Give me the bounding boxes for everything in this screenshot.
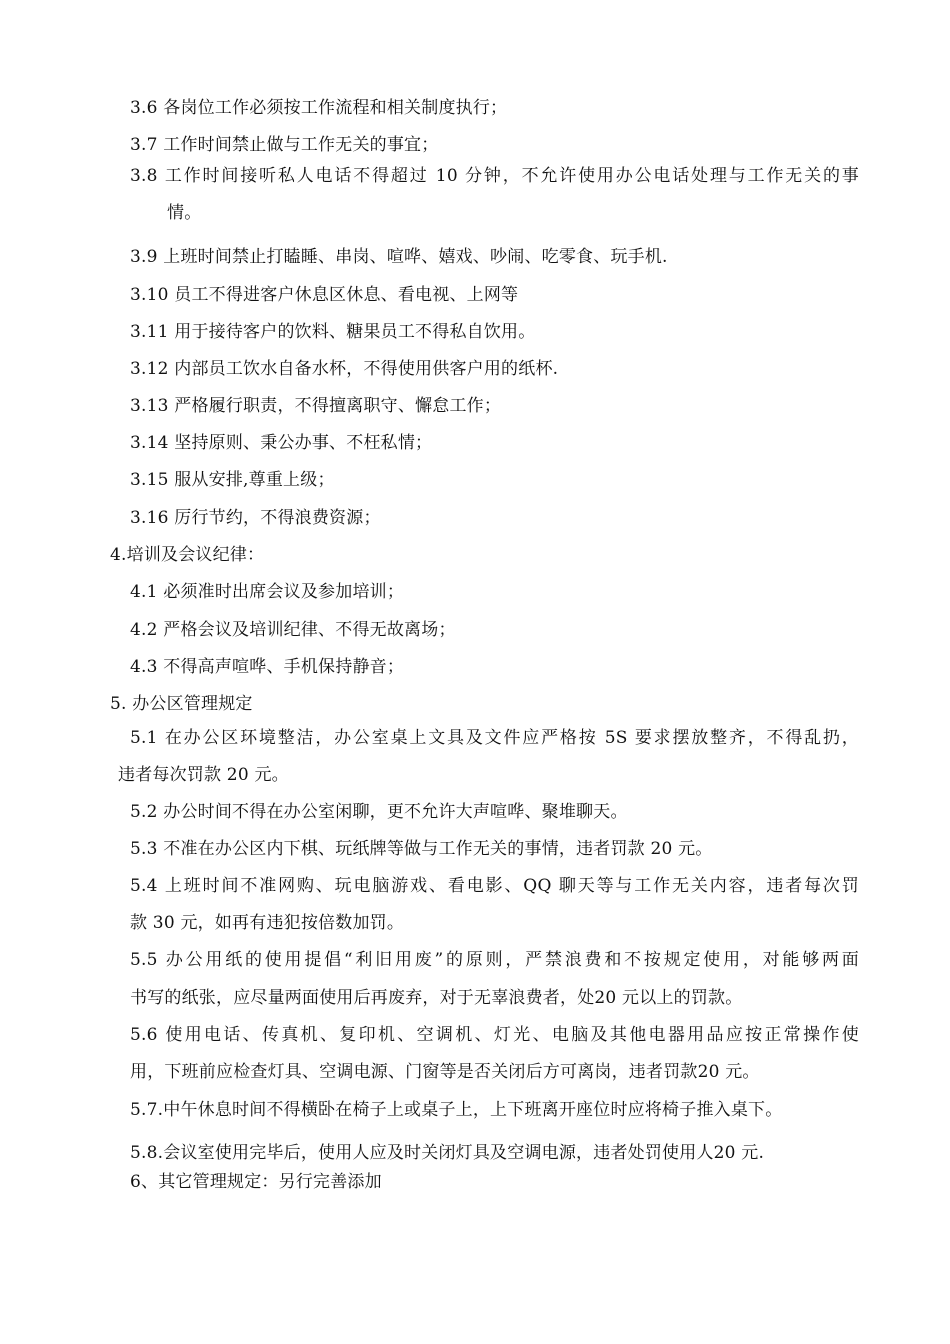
clause-3-16: 3.16 厉行节约，不得浪费资源；: [130, 508, 381, 528]
section-4-heading: 4.培训及会议纪律：: [110, 545, 265, 565]
clause-5-1-cont: 违者每次罚款 20 元。: [118, 765, 289, 785]
clause-3-11: 3.11 用于接待客户的饮料、糖果员工不得私自饮用。: [130, 322, 536, 342]
clause-3-8-cont: 情。: [167, 203, 202, 223]
clause-5-5: 5.5 办公用纸的使用提倡“利旧用废”的原则，严禁浪费和不按规定使用，对能够两面: [130, 950, 859, 970]
clause-5-2: 5.2 办公时间不得在办公室闲聊，更不允许大声喧哗、聚堆聊天。: [130, 802, 628, 822]
clause-5-4-cont: 款 30 元，如再有违犯按倍数加罚。: [130, 913, 405, 933]
clause-5-1: 5.1 在办公区环境整洁，办公室桌上文具及文件应严格按 5S 要求摆放整齐，不得乱扔，: [130, 728, 859, 748]
clause-5-3: 5.3 不准在办公区内下棋、玩纸牌等做与工作无关的事情，违者罚款 20 元。: [130, 839, 713, 859]
clause-4-1: 4.1 必须准时出席会议及参加培训；: [130, 582, 405, 602]
clause-5-4: 5.4 上班时间不准网购、玩电脑游戏、看电影、QQ 聊天等与工作无关内容，违者每次罚: [130, 876, 859, 896]
clause-4-2: 4.2 严格会议及培训纪律、不得无故离场；: [130, 620, 456, 640]
clause-3-12: 3.12 内部员工饮水自备水杯，不得使用供客户用的纸杯.: [130, 359, 559, 379]
clause-5-6-cont: 用，下班前应检查灯具、空调电源、门窗等是否关闭后方可离岗，违者罚款20 元。: [130, 1062, 760, 1082]
clause-3-15: 3.15 服从安排,尊重上级；: [130, 470, 335, 490]
clause-5-6: 5.6 使用电话、传真机、复印机、空调机、灯光、电脑及其他电器用品应按正常操作使: [130, 1025, 859, 1045]
clause-3-7: 3.7 工作时间禁止做与工作无关的事宜；: [130, 135, 439, 155]
clause-3-10: 3.10 员工不得进客户休息区休息、看电视、上网等: [130, 285, 519, 305]
clause-5-5-cont: 书写的纸张，应尽量两面使用后再废弃，对于无辜浪费者，处20 元以上的罚款。: [130, 988, 743, 1008]
clause-5-7: 5.7.中午休息时间不得横卧在椅子上或桌子上，上下班离开座位时应将椅子推入桌下。: [130, 1100, 783, 1120]
clause-3-6: 3.6 各岗位工作必须按工作流程和相关制度执行；: [130, 98, 508, 118]
clause-4-3: 4.3 不得高声喧哗、手机保持静音；: [130, 657, 405, 677]
section-6-heading: 6、其它管理规定：另行完善添加: [130, 1172, 382, 1192]
clause-3-8: 3.8 工作时间接听私人电话不得超过 10 分钟，不允许使用办公电话处理与工作无关的事: [130, 166, 859, 186]
section-5-heading: 5. 办公区管理规定: [110, 694, 253, 714]
clause-3-14: 3.14 坚持原则、秉公办事、不枉私情；: [130, 433, 433, 453]
clause-5-8: 5.8.会议室使用完毕后，使用人应及时关闭灯具及空调电源，违者处罚使用人20 元.: [130, 1143, 765, 1163]
clause-3-9: 3.9 上班时间禁止打瞌睡、串岗、喧哗、嬉戏、吵闹、吃零食、玩手机.: [130, 247, 668, 267]
clause-3-13: 3.13 严格履行职责，不得擅离职守、懈怠工作；: [130, 396, 502, 416]
